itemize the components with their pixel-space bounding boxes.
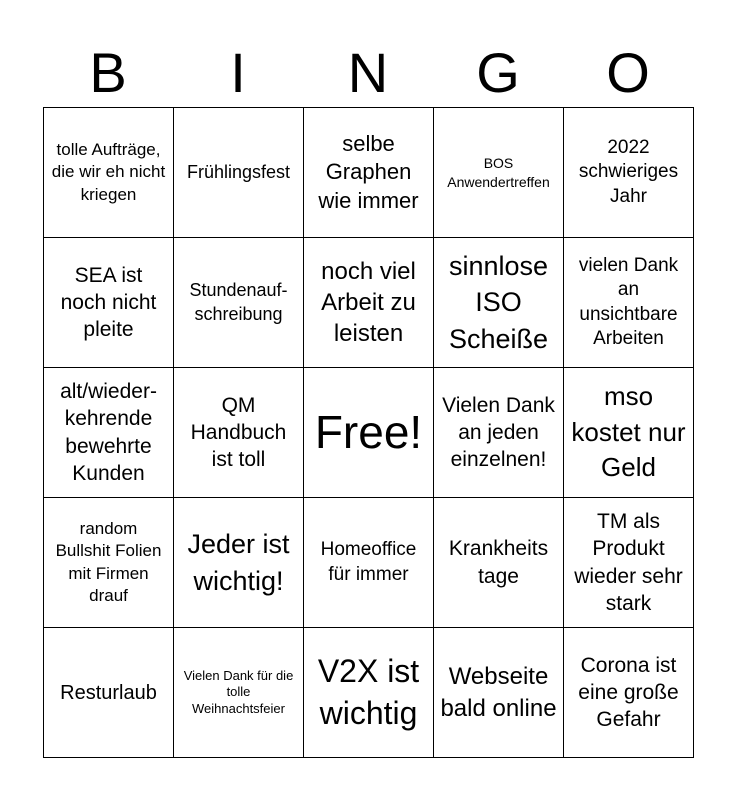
header-letter-g: G [476,41,520,104]
header-letter-i: I [230,41,246,104]
bingo-cell-r5-c4[interactable]: Webseite bald online [434,628,564,758]
header-letter-o: O [606,41,650,104]
bingo-cell-r2-c2[interactable]: Stundenauf-schreibung [174,238,304,368]
bingo-cell-r5-c5[interactable]: Corona ist eine große Gefahr [564,628,694,758]
bingo-cell-r1-c4[interactable]: BOS Anwendertreffen [434,108,564,238]
bingo-cell-r5-c3[interactable]: V2X ist wichtig [304,628,434,758]
bingo-cell-r4-c2[interactable]: Jeder ist wichtig! [174,498,304,628]
bingo-header [43,40,693,106]
bingo-cell-r1-c3[interactable]: selbe Graphen wie immer [304,108,434,238]
bingo-cell-r3-c1[interactable]: alt/wieder-kehrende bewehrte Kunden [44,368,174,498]
header-letter-n: N [347,41,389,104]
bingo-cell-r2-c1[interactable]: SEA ist noch nicht pleite [44,238,174,368]
bingo-cell-free[interactable]: Free! [304,368,434,498]
bingo-cell-r4-c4[interactable]: Krankheits tage [434,498,564,628]
bingo-cell-r1-c2[interactable]: Frühlingsfest [174,108,304,238]
bingo-board [43,107,694,758]
bingo-cell-r5-c2[interactable]: Vielen Dank für die tolle Weihnachtsfeier [174,628,304,758]
bingo-cell-r2-c4[interactable]: sinnlose ISO Scheiße [434,238,564,368]
bingo-cell-r3-c4[interactable]: Vielen Dank an jeden einzelnen! [434,368,564,498]
bingo-cell-r1-c5[interactable]: 2022 schwieriges Jahr [564,108,694,238]
bingo-cell-r4-c5[interactable]: TM als Produkt wieder sehr stark [564,498,694,628]
bingo-cell-r3-c2[interactable]: QM Handbuch ist toll [174,368,304,498]
bingo-cell-r3-c5[interactable]: mso kostet nur Geld [564,368,694,498]
bingo-cell-r2-c5[interactable]: vielen Dank an unsichtbare Arbeiten [564,238,694,368]
header-letter-b: B [89,41,127,104]
bingo-cell-r4-c1[interactable]: random Bullshit Folien mit Firmen drauf [44,498,174,628]
bingo-cell-r2-c3[interactable]: noch viel Arbeit zu leisten [304,238,434,368]
bingo-cell-r5-c1[interactable]: Resturlaub [44,628,174,758]
bingo-cell-r1-c1[interactable]: tolle Aufträge, die wir eh nicht kriegen [44,108,174,238]
bingo-cell-r4-c3[interactable]: Homeoffice für immer [304,498,434,628]
